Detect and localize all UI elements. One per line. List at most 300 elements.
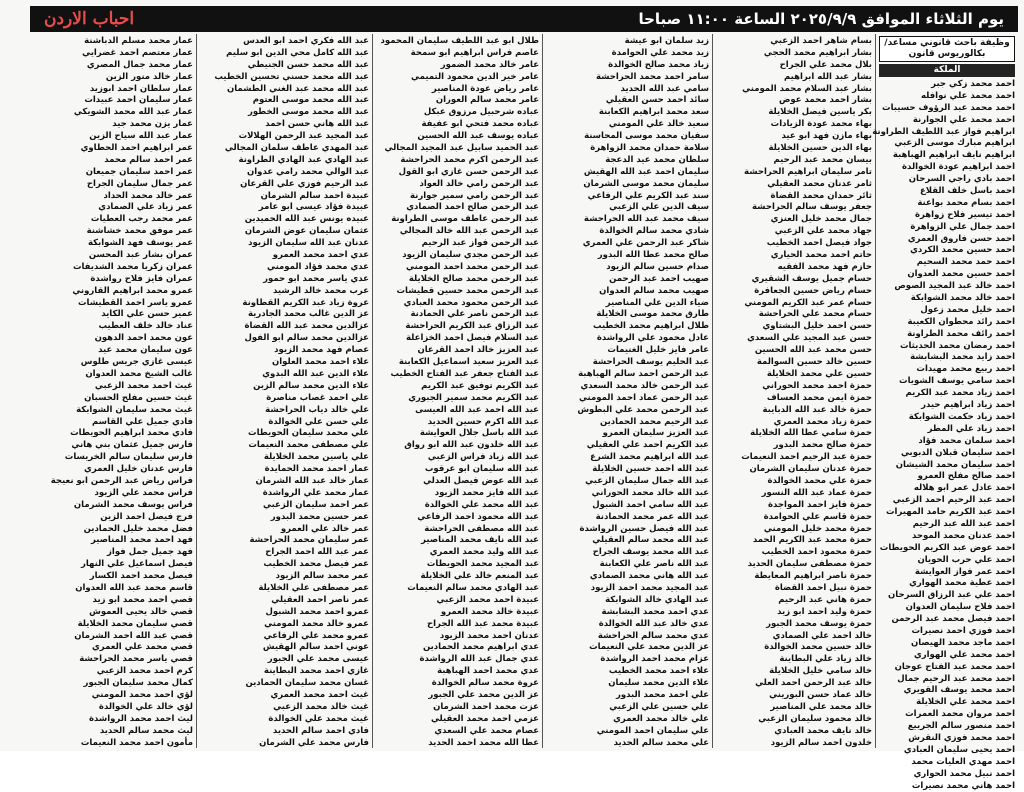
candidate-name: احمد علي عبد الرزاق السرحان xyxy=(888,590,1015,601)
candidate-name: عباده يوسف عبد الله الحسين xyxy=(417,131,539,142)
candidate-name: علاء الدين محمد سليمان xyxy=(608,678,709,689)
candidate-name: فادي محمد ابراهيم الحويطات xyxy=(70,428,193,439)
names-columns xyxy=(30,34,1018,791)
candidate-name: حمزة سامي عطا الله الخلايلة xyxy=(750,428,872,439)
candidate-name: عباده محمد فتحي ابو عفيفة xyxy=(421,119,539,130)
candidate-name: فهد احمد محمد المناصير xyxy=(90,535,193,546)
candidate-name: عيسى محمد علي الجبور xyxy=(267,654,369,665)
candidate-name: عبد الله فايز محمد الزيود xyxy=(434,487,539,498)
candidate-name: عبد الرحمن صالح احمد الصمادي xyxy=(406,202,539,213)
names-column-4 xyxy=(372,34,542,748)
candidate-name: عدنان احمد محمد الزيود xyxy=(439,630,539,641)
candidate-name: مأمون احمد محمد النعيمات xyxy=(80,737,193,748)
candidate-name: عبد الله محمد موسى العتوم xyxy=(252,95,369,106)
candidate-name: خالد عماد حسن البوريني xyxy=(769,689,872,700)
candidate-name: احمد علي حرب الحويان xyxy=(917,554,1015,565)
candidate-name: عبد الله محمد حسني تحسين الخطيب xyxy=(214,71,369,82)
candidate-name: عبد الرحمن محمد صالح الخلايلة xyxy=(408,273,539,284)
candidate-name: احمد سامي يوسف الشويات xyxy=(899,376,1015,387)
candidate-name: احمد جمال علي الزواهرة xyxy=(910,221,1015,232)
candidate-name: جعفر يوسف سالم الحراحشة xyxy=(752,202,872,213)
candidate-name: عبيدة احمد محمد الزعبي xyxy=(436,594,539,605)
candidate-name: علي خالد محمد العمري xyxy=(613,713,709,724)
candidate-name: ابراهيم مبارك موسى الزعبي xyxy=(894,138,1015,149)
candidate-name: فرج فيصل احمد الزين xyxy=(100,511,193,522)
candidate-name: عبد الهادي خالد الشوابكة xyxy=(605,594,709,605)
candidate-name: عمر فيصل محمد الخطيب xyxy=(263,559,369,570)
candidate-name: علاء الدين محمد سالم الزبن xyxy=(253,380,369,391)
candidate-name: عزالدين محمد عبد الله القضاة xyxy=(244,321,369,332)
candidate-name: عبد الله سامي احمد الشبول xyxy=(592,499,709,510)
candidate-name: عصام فهد محمد الزيود xyxy=(274,345,369,356)
candidate-name: عامر خالد محمد الضمور xyxy=(440,59,539,70)
candidate-name: خالد نايف محمد العبادي xyxy=(774,725,872,736)
candidate-name: احمد زايد محمد البشابشة xyxy=(910,352,1015,363)
names-column-2 xyxy=(712,34,875,748)
candidate-name: عمار عبد الله محمد الشويكي xyxy=(73,107,193,118)
candidate-name: حاتم احمد محمد الحياري xyxy=(770,250,872,261)
candidate-name: عمر محمد رجب العطيات xyxy=(90,214,193,225)
candidate-name: عبد العزيز سعيد اسماعيل الكعابنة xyxy=(398,357,539,368)
candidate-name: ثائر حمدان محمد القضاة xyxy=(770,190,872,201)
candidate-name: عبد الكريم احمد علي العقيلي xyxy=(586,440,709,451)
candidate-name: عمر خالد محمد الحداد xyxy=(103,190,193,201)
candidate-name: خالد احمد علي الصمادي xyxy=(772,630,872,641)
candidate-name: عمرو ياسر احمد القطيشات xyxy=(78,297,193,308)
candidate-name: سعد محمد ابراهيم الكعابنة xyxy=(598,107,709,118)
candidate-name: احمد محمد يوسف القويري xyxy=(903,685,1015,696)
candidate-name: عمر احمد سليمان جميعان xyxy=(85,166,193,177)
candidate-name: عبد الرحمن رامي سمير جوارنة xyxy=(410,190,539,201)
candidate-name: صالح محمد عطا الله البدور xyxy=(597,250,709,261)
candidate-name: غيث احمد محمد العمري xyxy=(270,689,369,700)
candidate-name: علي احمد محمد البدور xyxy=(615,689,709,700)
section-subheading: الملكة xyxy=(879,64,1015,77)
candidate-name: عدي محمد فؤاد المومني xyxy=(266,261,369,272)
candidate-name: عبيدة احمد سالم الشرمان xyxy=(260,190,369,201)
candidate-name: حسين خالد حسين السوالمة xyxy=(756,357,872,368)
candidate-name: عبد الفتاح جعفر عبد الفتاح الخطيب xyxy=(390,368,539,379)
candidate-name: عز الدين محمد علي النعيمات xyxy=(589,642,709,653)
candidate-name: عز الدين محمد علي الجبور xyxy=(428,689,539,700)
candidate-name: عبد الله محمد سالم العقيلي xyxy=(592,535,709,546)
candidate-name: علي احمد غصاب مناصرة xyxy=(266,392,369,403)
candidate-name: عدي ياسر محمد ابو حمور xyxy=(263,273,369,284)
candidate-name: سلامة حمدان محمد الزواهرة xyxy=(590,143,709,154)
candidate-name: خالد حسين محمد الخوالدة xyxy=(764,642,872,653)
candidate-name: عبد الله محمد حسن الجنيطي xyxy=(247,59,369,70)
candidate-name: خالد محمد علي المناصير xyxy=(770,701,872,712)
candidate-name: فادي احمد سالم الحديد xyxy=(272,725,369,736)
candidate-name: فارس سليمان سالم الخريسات xyxy=(64,452,193,463)
candidate-name: زيد محمد علي الحوامدة xyxy=(611,47,709,58)
candidate-name: عبد الله اكرم حسين الحديد xyxy=(427,416,539,427)
candidate-name: سفيان محمد موسى المحاسنة xyxy=(584,131,709,142)
candidate-name: احمد خالد عبد المجيد الصوص xyxy=(894,281,1015,292)
candidate-name: احمد عوض عبد الكريم الحويطات xyxy=(879,542,1015,553)
candidate-name: عبد الله جمال سليمان الزعبي xyxy=(585,475,709,486)
candidate-name: عدي احمد محمد العمرو xyxy=(272,250,369,261)
candidate-name: عبد الرزاق عبد الكريم الحراحشة xyxy=(405,321,539,332)
candidate-name: ليث محمد سالم الحديد xyxy=(99,725,193,736)
candidate-name: عمر سليمان محمد الحراحشة xyxy=(249,535,369,546)
candidate-name: احمد محمد علي الخلايلة xyxy=(916,697,1015,708)
candidate-name: غيث احمد محمد الزعبي xyxy=(94,380,193,391)
candidate-name: عمر جمال سليمان الجراح xyxy=(86,178,193,189)
candidate-name: جمال محمد خليل العنزي xyxy=(770,214,872,225)
candidate-name: احمد رمضان محمد الحديثات xyxy=(899,340,1015,351)
candidate-name: بشار عبد السلام محمد المومني xyxy=(742,83,872,94)
candidate-name: احمد ماجد محمد الهيصان xyxy=(910,637,1015,648)
candidate-name: احمد عطية محمد الهواري xyxy=(909,578,1015,589)
candidate-name: ابراهيم فواز عبد اللطيف الطراونة xyxy=(872,126,1015,137)
candidate-name: عرب محمد خالد الرشيد xyxy=(272,285,369,296)
candidate-name: احمد عبد الرحيم احمد الزعبي xyxy=(892,495,1015,506)
candidate-name: عبد الله عمر محمد الحمادنة xyxy=(595,511,709,522)
candidate-name: صهيب احمد عبد الرحمن xyxy=(609,273,709,284)
candidate-name: احمد حسين محمد الكردي xyxy=(910,245,1015,256)
candidate-name: فارس عدنان خليل العمري xyxy=(84,464,193,475)
candidate-name: عبد الرحمن حسن غازي ابو القول xyxy=(398,166,539,177)
candidate-name: احمد محمد فوزي النقرش xyxy=(908,732,1015,743)
candidate-name: عبد العزيز خالد احمد القرعان xyxy=(417,345,539,356)
candidate-name: عمران بشار عبد المحسن xyxy=(88,250,193,261)
candidate-name: عمار سليمان احمد عبيدات xyxy=(84,95,193,106)
candidate-name: بكر ياسين فيصل الخلايلة xyxy=(768,107,872,118)
candidate-name: علاء احمد محمد العلوان xyxy=(272,357,369,368)
section-heading: وظيفة باحث قانوني مساعد/ بكالوريوس قانون xyxy=(879,36,1015,62)
candidate-name: عبد الرحمن مجدي سليمان الزيود xyxy=(402,250,539,261)
candidate-name: عبد الله هاني حسن احمد xyxy=(265,119,369,130)
candidate-name: حمزة وليد احمد ابو زيد xyxy=(777,606,872,617)
candidate-name: زياد محمد صالح الخوالدة xyxy=(608,59,709,70)
candidate-name: عدي احمد محمد البشابشة xyxy=(601,606,709,617)
candidate-name: احمد حسن فاروق العمري xyxy=(907,233,1015,244)
candidate-name: عيسى غازي جريس طلوس xyxy=(80,357,193,368)
candidate-name: عبد الله ابراهيم محمد الشرع xyxy=(590,452,709,463)
candidate-name: عامر فايز خليل الغنيمات xyxy=(607,345,709,356)
candidate-name: عزام محمد احمد الرواشدة xyxy=(600,654,709,665)
candidate-name: حمزة فايز احمد المواجدة xyxy=(768,499,872,510)
candidate-name: سامي عبد الله الحديد xyxy=(620,83,709,94)
candidate-name: فراس رياض عبد الرحمن ابو نعيجة xyxy=(50,475,193,486)
candidate-name: عبد الله محمد عبد الغني الطشمان xyxy=(226,83,369,94)
candidate-name: سامر احمد محمد الحراحشة xyxy=(596,71,709,82)
candidate-name: عبد الهادي عبد الهادي الطراونة xyxy=(238,154,369,165)
candidate-name: قصي سليمان محمد الخلايلة xyxy=(77,618,193,629)
candidate-name: غيث محمد سليمان الشوابكة xyxy=(76,404,193,415)
candidate-name: احمد محمد عبد الفتاح عوجان xyxy=(894,661,1015,672)
candidate-name: عمران فايز فلاح رواشدة xyxy=(90,273,193,284)
candidate-name: عبد الرحمن خالد محمد السعدي xyxy=(580,380,709,391)
candidate-name: عمر ناصر احمد العقيلي xyxy=(271,594,369,605)
candidate-name: عمرو محمد علي الرفاعي xyxy=(263,630,369,641)
candidate-name: علي محمد سليمان الحويطات xyxy=(248,428,369,439)
candidate-name: عبد الرحمن عبد الله خالد المجالي xyxy=(399,226,539,237)
candidate-name: حسن احمد خليل البشتاوي xyxy=(762,321,872,332)
candidate-name: قصي ياسر محمد الحراحشة xyxy=(79,654,193,665)
candidate-name: عمر زياد علي الصمادي xyxy=(98,202,193,213)
candidate-name: عبد الرحمن محمد علي البطوش xyxy=(577,404,709,415)
candidate-name: خالد سامي خليل الخلايلة xyxy=(769,666,872,677)
candidate-name: عمار محمد جمال المصري xyxy=(86,59,193,70)
candidate-name: احمد عبد الكريم حامد المهيرات xyxy=(886,507,1015,518)
candidate-name: عصام محمد علي السعدي xyxy=(434,725,539,736)
candidate-name: عز الدين غالب محمد الجادرية xyxy=(248,309,369,320)
candidate-name: علي مصطفى محمد النعيمات xyxy=(248,440,369,451)
candidate-name: عبد الحليم يوسف الحراحشة xyxy=(592,357,709,368)
candidate-name: ليث احمد محمد الرواشدة xyxy=(88,713,193,724)
date-time-title: يوم الثلاثاء الموافق ٢٠٢٥/٩/٩ الساعة ١١:٠٠ صباحا xyxy=(638,10,1004,28)
candidate-name: عدي محمد احمد الهباهبة xyxy=(437,666,539,677)
candidate-name: عمرو احمد محمد الشبول xyxy=(265,606,369,617)
candidate-name: بلال محمد علي الجراح xyxy=(779,59,872,70)
candidate-name: سند عبد الكريم علي الرفاعي xyxy=(587,190,709,201)
candidate-name: غيث محمد علي الخوالدة xyxy=(268,713,369,724)
candidate-name: عبد الحميد سابيل عبد المجيد المجالي xyxy=(384,143,539,154)
candidate-name: احمد باسل خلف القلاع xyxy=(919,186,1015,197)
candidate-name: بيسان محمد عبد الرحيم xyxy=(773,154,872,165)
candidate-name: حمزة محمود احمد الخطيب xyxy=(761,547,872,558)
candidate-name: حمزة ايمن محمد العساف xyxy=(766,392,872,403)
candidate-name: عبد الكريم محمد سمير الجبوري xyxy=(408,392,539,403)
candidate-name: خالد زياد علي البطاينة xyxy=(779,654,872,665)
candidate-name: شاكر عبد الرحمن علي العمري xyxy=(582,238,709,249)
candidate-name: احمد منصور سالم الجرييع xyxy=(907,721,1015,732)
candidate-name: فهد جميل جمل فواز xyxy=(107,547,193,558)
candidate-name: عمرو خالد محمد المومني xyxy=(264,618,369,629)
candidate-name: عبد الله كامل محي الدين ابو سليم xyxy=(226,47,369,58)
names-column-5 xyxy=(196,34,372,748)
candidate-name: احمد زياد علي المطر xyxy=(927,423,1015,434)
candidate-name: طلال ابراهيم محمد الخطيب xyxy=(592,321,709,332)
names-column-3 xyxy=(542,34,712,748)
candidate-name: سيف محمد عبد الله الحراحشة xyxy=(583,214,709,225)
candidate-name: عثمان سليمان عوض الشرمان xyxy=(244,226,369,237)
candidate-name: فارس محمد علي الشرمان xyxy=(259,737,369,748)
candidate-name: علاء الدين عبد الله البدوي xyxy=(262,368,369,379)
candidate-name: علي خالد دياب الحراحشة xyxy=(265,404,369,415)
candidate-name: حمزة عدنان سليمان الشرمان xyxy=(749,464,872,475)
candidate-name: قصي محمد علي العمري xyxy=(92,642,193,653)
candidate-name: بهاء مازن فهد ابو عيد xyxy=(781,131,872,142)
candidate-name: عبد الوالي محمد رامي عدوان xyxy=(247,166,369,177)
candidate-name: عبد الهادي محمد سالم النعيمات xyxy=(407,582,539,593)
candidate-name: احمد بادي راجي السرحان xyxy=(908,174,1015,185)
candidate-name: فادي جميل علي القاسم xyxy=(92,416,193,427)
candidate-name: عمار محمد مسلم الدباشنة xyxy=(84,36,193,46)
candidate-name: جواد فيصل احمد الخطيب xyxy=(766,238,872,249)
candidate-name: عوني احمد سالم الهقيش xyxy=(262,642,369,653)
candidate-name: غازي احمد محمد البطاينة xyxy=(263,666,369,677)
candidate-name: عمار سلطان احمد ابوزيد xyxy=(89,83,193,94)
candidate-name: حمزة نبيل احمد القضاة xyxy=(774,582,872,593)
brand-title: احباب الاردن xyxy=(44,9,135,29)
candidate-name: عمر مصطفى علي الخلايلة xyxy=(258,582,369,593)
candidate-name: عدي محمد سالم الحراحشة xyxy=(597,630,709,641)
candidate-name: عبد الله سليمان ابو عرقوب xyxy=(424,464,539,475)
candidate-name: جهاد محمد علي الزعبي xyxy=(774,226,872,237)
candidate-name: لؤي خالد علي الخوالدة xyxy=(98,701,193,712)
candidate-name: احمد عدنان محمد الموحد xyxy=(911,530,1015,541)
candidate-name: احمد نبيل محمد الحواري xyxy=(913,768,1015,779)
candidate-name: ثامر عدنان محمد العقيلي xyxy=(767,178,872,189)
candidate-name: حسين علي محمد الخلايلة xyxy=(766,368,872,379)
page-header xyxy=(30,6,1018,32)
candidate-name: قاسم محمد عبد الله العدوان xyxy=(75,582,193,593)
candidate-name: عمار محمد علي الرواشدة xyxy=(262,487,369,498)
candidate-name: علي سليمان احمد المومني xyxy=(596,725,709,736)
candidate-name: عبد الكريم توفيق عبد الكريم xyxy=(421,380,539,391)
candidate-name: طارق محمد موسى الخلايلة xyxy=(596,309,709,320)
candidate-name: عمر محمد سالم الزيود xyxy=(275,571,369,582)
candidate-name: احمد محمد علي نوافله xyxy=(920,90,1015,101)
candidate-name: بهاء الدين حسين الخلايلة xyxy=(768,143,872,154)
candidate-name: عمران زكريا محمد الشديفات xyxy=(72,261,193,272)
candidate-name: فراس يوسف محمد الشرمان xyxy=(73,499,193,510)
candidate-name: عبد الرحمن رامي خالد العواد xyxy=(419,178,539,189)
candidate-name: احمد زياد ابراهيم حيدر xyxy=(921,400,1015,411)
candidate-name: عبد الله باسل جلال العوايشة xyxy=(419,428,539,439)
candidate-name: حازم فهد محمد الفقيه xyxy=(777,261,872,272)
candidate-name: عبد الله عوض فيصل العدلي xyxy=(423,475,539,486)
candidate-name: عمر حسين محمد البدور xyxy=(270,511,369,522)
candidate-name: حسام محمد علي الحراحشة xyxy=(758,309,872,320)
candidate-name: علي ياسين محمد الخلايلة xyxy=(263,452,369,463)
candidate-name: بسام شاهر احمد الزعبي xyxy=(770,36,872,46)
candidate-name: احمد زياد محمد عبد الكريم xyxy=(905,388,1015,399)
candidate-name: عبد الله مصطفى الحراحشة xyxy=(424,523,539,534)
candidate-name: عمار احمد محمد الحمايدة xyxy=(264,464,369,475)
candidate-name: خلدون احمد سالم الزيود xyxy=(770,737,872,748)
candidate-name: عناد خالد خلف العطيب xyxy=(98,321,193,332)
candidate-name: احمد محمد زكي جبر xyxy=(931,79,1015,89)
candidate-name: عبيدة محمد عبد الله الجراح xyxy=(427,618,539,629)
candidate-name: فيصل اسماعيل علي النهار xyxy=(80,559,193,570)
candidate-name: عبد المجيد محمد احمد الزيود xyxy=(590,582,709,593)
candidate-name: احمد تيسير فلاح زواهرة xyxy=(914,209,1015,220)
candidate-name: عبد العزيز سليمان العمرو xyxy=(602,428,709,439)
candidate-name: عدي ابراهيم محمد الحمادين xyxy=(422,642,539,653)
candidate-name: عبد الرحمن ناصر علي الحمادنة xyxy=(410,309,539,320)
candidate-name: عمار خالد عبد الله الشرمان xyxy=(255,475,369,486)
candidate-name: حسن محمد عبد الله الحسين xyxy=(754,345,872,356)
candidate-name: عبد الله خلدون عبد الله ابو رواق xyxy=(404,440,539,451)
candidate-name: عبيدة فؤاد عيسى ابو عامر xyxy=(258,202,369,213)
candidate-name: عمير حسن علي الكايد xyxy=(101,309,193,320)
candidate-name: احمد عادل عمر ابو هلاله xyxy=(913,483,1015,494)
candidate-name: قصي عبد الله احمد الشرمان xyxy=(74,630,193,641)
candidate-name: احمد صالح مفلح العمرو xyxy=(917,471,1015,482)
candidate-name: عون سليمان محمد عيد xyxy=(98,345,193,356)
candidate-name: عمار يزن محمد جيد xyxy=(112,119,193,130)
candidate-name: سليمان محمد موسى الشرمان xyxy=(583,178,709,189)
candidate-name: عبد الرحيم محمد الحمادين xyxy=(599,416,709,427)
names-column-6 xyxy=(33,34,196,748)
candidate-name: حمزة يوسف محمد الجبور xyxy=(766,618,872,629)
candidate-name: عبد الرحمن احمد سالم الهباهبة xyxy=(578,368,709,379)
candidate-name: عزت محمد احمد الشرمان xyxy=(433,701,539,712)
candidate-name: احمد سلمان محمد فؤاد xyxy=(918,435,1015,446)
candidate-name: ضياء الدين علي المناصير xyxy=(605,297,709,308)
candidate-name: فيصل محمد احمد الكسار xyxy=(89,571,193,582)
candidate-name: عبد الله محمود احمد الرفاعي xyxy=(417,511,539,522)
candidate-name: عروة محمد سالم الخوالدة xyxy=(431,678,539,689)
candidate-name: عامر محمد سالم العوران xyxy=(435,95,539,106)
candidate-name: عامر رياض عودة المناصير xyxy=(431,83,539,94)
candidate-name: غيث حسين مفلح الحسبان xyxy=(84,392,193,403)
candidate-name: عبد المنعم خالد علي الخلايلة xyxy=(420,571,539,582)
candidate-name: عمر احمد سالم محمد xyxy=(104,154,193,165)
candidate-name: لؤي احمد محمد المومني xyxy=(91,689,193,700)
candidate-name: عمرو محمد ابراهيم القاروني xyxy=(72,285,193,296)
candidate-name: عبد الله محمد يوسف الجراح xyxy=(592,547,709,558)
candidate-name: عبد الله محمد علي الخوالدة xyxy=(424,499,539,510)
candidate-name: عطا الله محمد احمد الحديد xyxy=(428,737,539,748)
candidate-name: حمزة صالح محمد البدور xyxy=(773,440,872,451)
candidate-name: احمد عمر فواز العوايشة xyxy=(914,566,1015,577)
candidate-name: حسام جميل يوسف الشقيري xyxy=(751,273,872,284)
candidate-name: احمد محمد علي الجوارنة xyxy=(912,114,1015,125)
candidate-name: احمد سليمان قبلان الدبوبي xyxy=(900,447,1015,458)
candidate-name: بشار احمد محمد عوض xyxy=(778,95,872,106)
candidate-name: علاء احمد محمد الخطيب xyxy=(608,666,709,677)
candidate-name: احمد رائد محطوان الكعيبة xyxy=(907,316,1015,327)
candidate-name: حمزة عماد عبد الله النسور xyxy=(761,487,872,498)
candidate-name: علي محمد سالم الحديد xyxy=(613,737,709,748)
candidate-name: حمزة احمد محمد الحوراني xyxy=(762,380,872,391)
candidate-name: حمزة زياد محمد العمري xyxy=(773,416,872,427)
candidate-name: احمد عبد الله عبد الرحيم xyxy=(912,518,1015,529)
candidate-name: احمد هاني محمد نصيرات xyxy=(911,780,1015,791)
candidate-name: احمد فلاح سليمان العدوان xyxy=(905,602,1015,613)
candidate-name: احمد محمد علي الهواري xyxy=(913,649,1015,660)
candidate-name: احمد ابراهيم عودة الخوالدة xyxy=(902,162,1015,173)
candidate-name: عبد الله وليد محمد العمري xyxy=(429,547,539,558)
candidate-name: عبد الله فكري احمد ابو العدس xyxy=(243,36,369,46)
candidate-name: عمر خالد علي العمرو xyxy=(280,523,369,534)
candidate-name: عبد الرحمن عماد احمد المومني xyxy=(578,392,709,403)
candidate-name: عدي جمال عبد الله الرواشدة xyxy=(419,654,539,665)
candidate-name: عاصم فراس ابراهيم ابو سمحة xyxy=(410,47,539,58)
candidate-name: عمار خالد منور الزين xyxy=(105,71,193,82)
candidate-name: عمر موفق محمد خشاشنة xyxy=(86,226,193,237)
candidate-name: احمد مهدي العليات محمد xyxy=(911,756,1015,767)
candidate-name: حمزة قاسم علي الحوامدة xyxy=(763,511,872,522)
candidate-name: احمد يحيى سليمان العبادي xyxy=(903,744,1015,755)
candidate-name: قصي خالد يحيى العموش xyxy=(89,606,193,617)
candidate-name: عبيدة خالد محمد العمرو xyxy=(440,606,539,617)
candidate-name: بشار ابراهيم محمد الحجي xyxy=(763,47,872,58)
candidate-name: عمار عبد الله سياح الزين xyxy=(89,131,193,142)
candidate-name: صهيب محمد سالم العدوان xyxy=(599,285,709,296)
candidate-name: غسان محمد سليمان الحمادين xyxy=(245,678,369,689)
candidate-name: حمزة خالد عبد الله الدبايبة xyxy=(762,404,872,415)
candidate-name: عون محمد احمد الدهون xyxy=(94,333,193,344)
candidate-name: احمد ربيع محمد مهيدات xyxy=(916,364,1015,375)
candidate-name: عمر احمد سليمان الزعبي xyxy=(262,499,369,510)
candidate-name: احمد مروان محمد العمرات xyxy=(905,709,1015,720)
candidate-name: زيد سلمان ابو عيشة xyxy=(624,36,709,46)
candidate-name: بشار عبد الله ابراهيم xyxy=(783,71,872,82)
candidate-name: حمزة محمد خليل المومني xyxy=(763,523,872,534)
candidate-name: سائد احمد حسن العقيلي xyxy=(605,95,709,106)
candidate-name: عزالدين محمد سالم ابو الفول xyxy=(244,333,369,344)
candidate-name: عبد المهدي عاطف سلمان المجالي xyxy=(224,143,369,154)
candidate-name: علي حسن علي الخوالدة xyxy=(268,416,369,427)
candidate-name: صدام حسين سالم الزيود xyxy=(606,261,709,272)
candidate-name: عامر خير الدين محمود التميمي xyxy=(411,71,539,82)
